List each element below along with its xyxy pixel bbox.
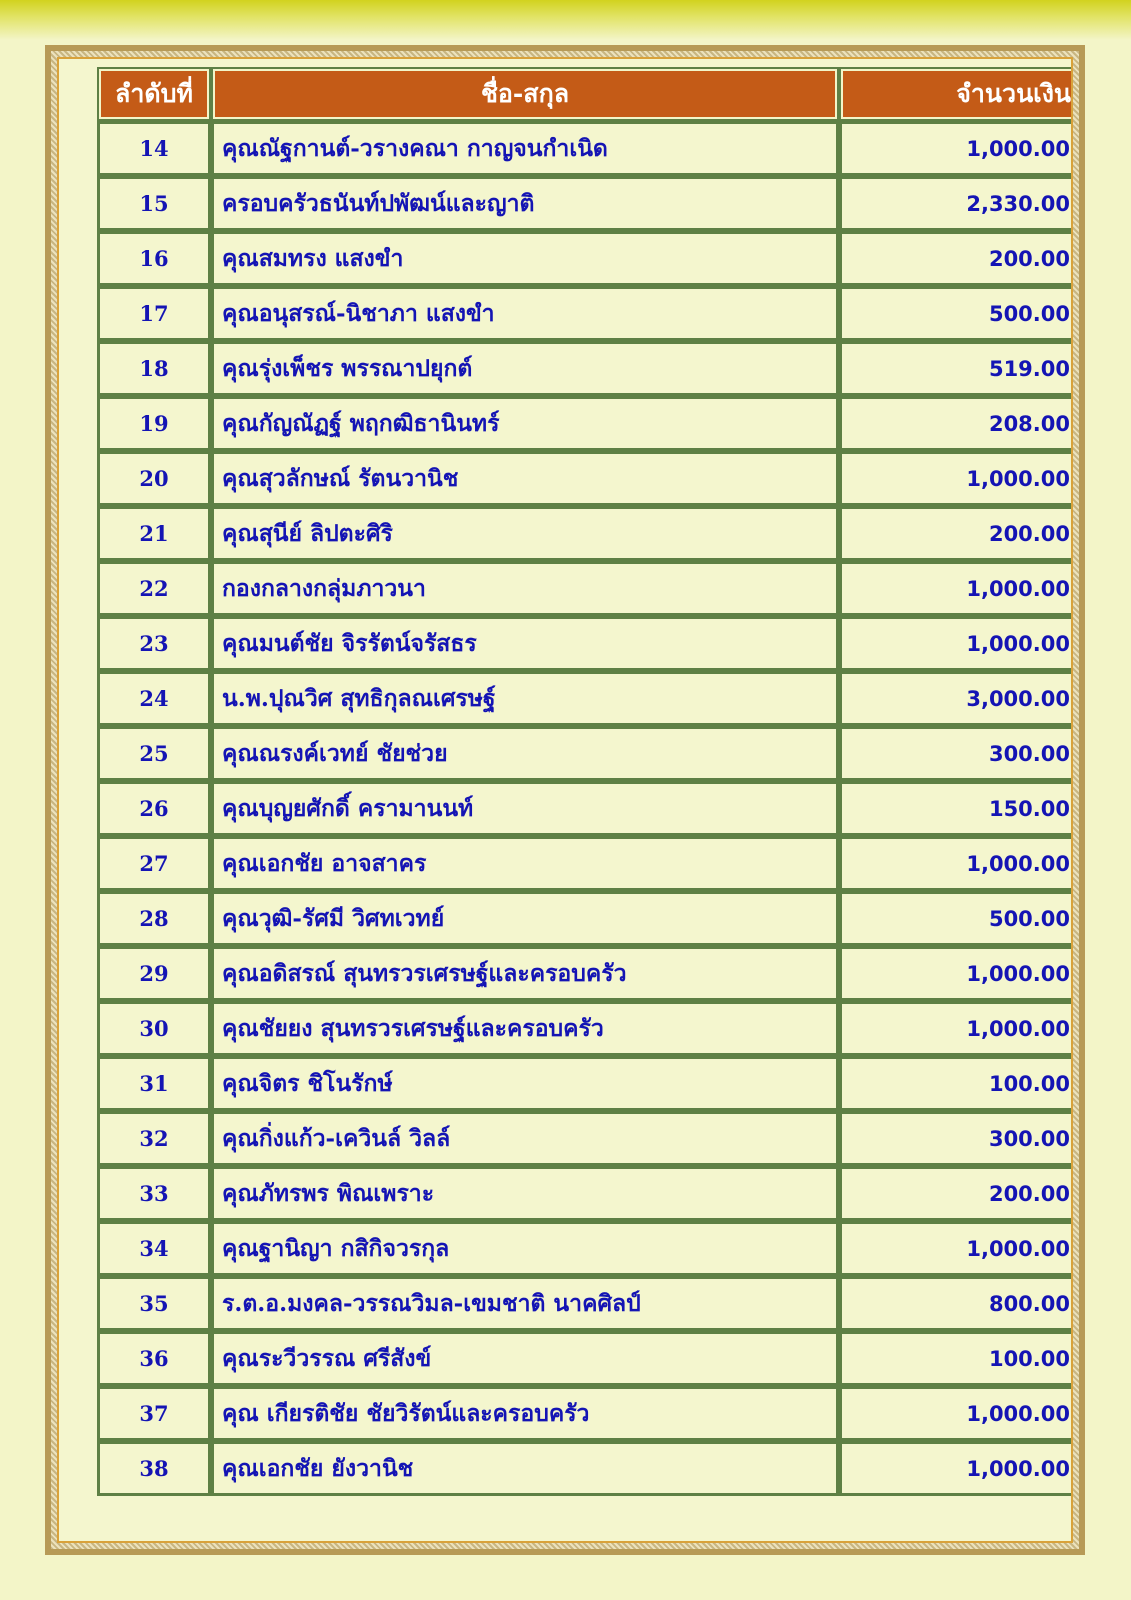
header-name: ชื่อ-สกุล — [211, 67, 839, 121]
donation-amount: 200.00 — [839, 1166, 1073, 1221]
donation-amount: 100.00 — [839, 1331, 1073, 1386]
header-amount: จำนวนเงิน — [839, 67, 1073, 121]
donor-name: คุณสมทรง แสงขำ — [211, 231, 839, 286]
row-number: 14 — [97, 121, 211, 176]
row-number: 31 — [97, 1056, 211, 1111]
donor-name: ครอบครัวธนันท์ปพัฒน์และญาติ — [211, 176, 839, 231]
donor-name: คุณรุ่งเพ็ชร พรรณาปยุกต์ — [211, 341, 839, 396]
table-row — [97, 1441, 1073, 1496]
donor-name: คุณฐานิญา กสิกิจวรกุล — [211, 1221, 839, 1276]
donation-amount: 100.00 — [839, 1056, 1073, 1111]
row-number: 26 — [97, 781, 211, 836]
table-row — [97, 836, 1073, 891]
table-header-row — [97, 67, 1073, 121]
row-number: 33 — [97, 1166, 211, 1221]
table-row — [97, 671, 1073, 726]
table-row — [97, 1386, 1073, 1441]
donor-name: กองกลางกลุ่มภาวนา — [211, 561, 839, 616]
donation-amount: 1,000.00 — [839, 121, 1073, 176]
table-row — [97, 396, 1073, 451]
donation-amount: 1,000.00 — [839, 1001, 1073, 1056]
table-row — [97, 286, 1073, 341]
donation-amount: 1,000.00 — [839, 561, 1073, 616]
donation-amount: 1,000.00 — [839, 616, 1073, 671]
row-number: 36 — [97, 1331, 211, 1386]
donor-name: คุณบุญยศักดิ์ ครามานนท์ — [211, 781, 839, 836]
top-gradient-band — [0, 0, 1131, 40]
table-row — [97, 781, 1073, 836]
donor-name: คุณกัญณัฏฐ์ พฤกฒิธานินทร์ — [211, 396, 839, 451]
table-row — [97, 561, 1073, 616]
donor-table — [97, 67, 1073, 1496]
row-number: 18 — [97, 341, 211, 396]
header-number: ลำดับที่ — [97, 67, 211, 121]
row-number: 38 — [97, 1441, 211, 1496]
donation-amount: 1,000.00 — [839, 1441, 1073, 1496]
donation-amount: 1,000.00 — [839, 946, 1073, 1001]
row-number: 27 — [97, 836, 211, 891]
table-row — [97, 231, 1073, 286]
donation-amount: 208.00 — [839, 396, 1073, 451]
donation-amount: 300.00 — [839, 1111, 1073, 1166]
row-number: 19 — [97, 396, 211, 451]
row-number: 29 — [97, 946, 211, 1001]
table-row — [97, 1276, 1073, 1331]
donor-name: คุณชัยยง สุนทรวรเศรษฐ์และครอบครัว — [211, 1001, 839, 1056]
table-row — [97, 341, 1073, 396]
row-number: 17 — [97, 286, 211, 341]
donation-amount: 800.00 — [839, 1276, 1073, 1331]
donor-name: คุณเอกชัย ยังวานิช — [211, 1441, 839, 1496]
donor-name: คุณอนุสรณ์-นิชาภา แสงขำ — [211, 286, 839, 341]
donor-name: คุณสุวลักษณ์ รัตนวานิช — [211, 451, 839, 506]
donor-name: คุณณรงค์เวทย์ ชัยช่วย — [211, 726, 839, 781]
table-row — [97, 1111, 1073, 1166]
donor-name: คุณเอกชัย อาจสาคร — [211, 836, 839, 891]
donor-name: ร.ต.อ.มงคล-วรรณวิมล-เขมชาติ นาคศิลป์ — [211, 1276, 839, 1331]
donor-name: คุณกิ่งแก้ว-เควินล์ วิลล์ — [211, 1111, 839, 1166]
row-number: 22 — [97, 561, 211, 616]
row-number: 16 — [97, 231, 211, 286]
donor-name: คุณณัฐกานต์-วรางคณา กาญจนกำเนิด — [211, 121, 839, 176]
row-number: 30 — [97, 1001, 211, 1056]
donor-name: คุณวุฒิ-รัศมี วิศทเวทย์ — [211, 891, 839, 946]
donor-name: คุณมนต์ชัย จิรรัตน์จรัสธร — [211, 616, 839, 671]
table-row — [97, 891, 1073, 946]
donor-rows — [97, 121, 1073, 1496]
row-number: 20 — [97, 451, 211, 506]
row-number: 34 — [97, 1221, 211, 1276]
donor-name: คุณ เกียรติชัย ชัยวิรัตน์และครอบครัว — [211, 1386, 839, 1441]
donation-amount: 150.00 — [839, 781, 1073, 836]
row-number: 35 — [97, 1276, 211, 1331]
donor-name: น.พ.ปุณวิศ สุทธิกุลณเศรษฐ์ — [211, 671, 839, 726]
donation-amount: 1,000.00 — [839, 836, 1073, 891]
donation-amount: 1,000.00 — [839, 1386, 1073, 1441]
donation-amount: 300.00 — [839, 726, 1073, 781]
table-row — [97, 616, 1073, 671]
donation-amount: 3,000.00 — [839, 671, 1073, 726]
row-number: 15 — [97, 176, 211, 231]
donor-name: คุณอดิสรณ์ สุนทรวรเศรษฐ์และครอบครัว — [211, 946, 839, 1001]
table-row — [97, 1001, 1073, 1056]
table-row — [97, 176, 1073, 231]
donation-amount: 200.00 — [839, 231, 1073, 286]
donation-amount: 500.00 — [839, 286, 1073, 341]
table-row — [97, 1166, 1073, 1221]
table-row — [97, 1221, 1073, 1276]
table-row — [97, 1331, 1073, 1386]
donation-amount: 2,330.00 — [839, 176, 1073, 231]
donation-amount: 519.00 — [839, 341, 1073, 396]
row-number: 25 — [97, 726, 211, 781]
row-number: 23 — [97, 616, 211, 671]
donation-amount: 1,000.00 — [839, 1221, 1073, 1276]
table-row — [97, 946, 1073, 1001]
donation-amount: 200.00 — [839, 506, 1073, 561]
donation-amount: 1,000.00 — [839, 451, 1073, 506]
donor-name: คุณสุนีย์ ลิปตะศิริ — [211, 506, 839, 561]
row-number: 24 — [97, 671, 211, 726]
table-row — [97, 121, 1073, 176]
table-row — [97, 1056, 1073, 1111]
row-number: 32 — [97, 1111, 211, 1166]
donor-name: คุณจิตร ชิโนรักษ์ — [211, 1056, 839, 1111]
row-number: 28 — [97, 891, 211, 946]
donor-name: คุณภัทรพร พิณเพราะ — [211, 1166, 839, 1221]
table-row — [97, 451, 1073, 506]
donation-amount: 500.00 — [839, 891, 1073, 946]
table-row — [97, 726, 1073, 781]
decorative-frame — [45, 45, 1085, 1555]
row-number: 37 — [97, 1386, 211, 1441]
table-row — [97, 506, 1073, 561]
row-number: 21 — [97, 506, 211, 561]
donor-name: คุณระวีวรรณ ศรีสังข์ — [211, 1331, 839, 1386]
frame-content — [57, 57, 1073, 1543]
